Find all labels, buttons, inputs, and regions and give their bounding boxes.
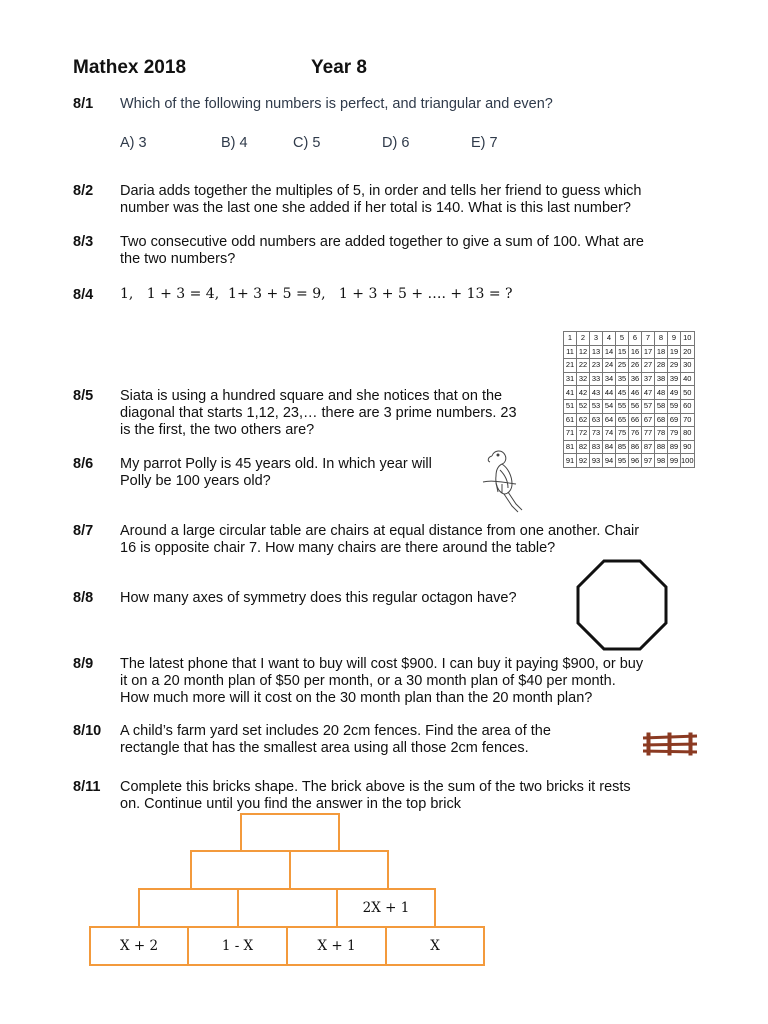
hundred-square-cell: 70 — [681, 413, 695, 427]
hundred-square-cell: 13 — [590, 345, 603, 359]
hundred-square-cell: 11 — [564, 345, 577, 359]
brick-row2-left[interactable] — [190, 850, 291, 890]
hundred-square-cell: 45 — [616, 386, 629, 400]
brick-expression: X — [430, 938, 440, 954]
hundred-square-cell: 33 — [590, 372, 603, 386]
hundred-square-cell: 19 — [668, 345, 681, 359]
hundred-square-cell: 3 — [590, 332, 603, 346]
hundred-square-cell: 27 — [642, 359, 655, 373]
hundred-square-cell: 62 — [577, 413, 590, 427]
hundred-square-cell: 60 — [681, 399, 695, 413]
hundred-square-cell: 98 — [655, 454, 668, 468]
hundred-square-cell: 80 — [681, 427, 695, 441]
question-text: A child’s farm yard set includes 20 2cm fences. Find the area of the rectangle that has the smallest area using all those 2cm fences. — [120, 723, 551, 756]
hundred-square-row — [564, 413, 695, 427]
hundred-square-cell: 23 — [590, 359, 603, 373]
answer-option-d: D) 6 — [382, 135, 410, 151]
hundred-square-cell: 22 — [577, 359, 590, 373]
hundred-square-cell: 55 — [616, 399, 629, 413]
hundred-square-row — [564, 399, 695, 413]
question-number: 8/1 — [73, 96, 94, 112]
hundred-square-cell: 64 — [603, 413, 616, 427]
hundred-square-cell: 97 — [642, 454, 655, 468]
brick-expression: 1 - X — [221, 938, 254, 954]
hundred-square-row — [564, 372, 695, 386]
question-number: 8/2 — [73, 183, 94, 199]
hundred-square-cell: 99 — [668, 454, 681, 468]
hundred-square-cell: 32 — [577, 372, 590, 386]
brick-top[interactable] — [240, 813, 340, 852]
hundred-square-cell: 14 — [603, 345, 616, 359]
hundred-square-cell: 63 — [590, 413, 603, 427]
hundred-square-cell: 46 — [629, 386, 642, 400]
hundred-square-cell: 95 — [616, 454, 629, 468]
hundred-square-cell: 41 — [564, 386, 577, 400]
hundred-square-cell: 26 — [629, 359, 642, 373]
hundred-square-cell: 8 — [655, 332, 668, 346]
hundred-square-cell: 57 — [642, 399, 655, 413]
hundred-square-cell: 29 — [668, 359, 681, 373]
hundred-square-cell: 18 — [655, 345, 668, 359]
octagon-diagram — [574, 558, 670, 652]
hundred-square-cell: 44 — [603, 386, 616, 400]
hundred-square-cell: 94 — [603, 454, 616, 468]
hundred-square-cell: 90 — [681, 440, 695, 454]
hundred-square-row — [564, 345, 695, 359]
hundred-square-cell: 37 — [642, 372, 655, 386]
hundred-square-cell: 83 — [590, 440, 603, 454]
hundred-square-cell: 86 — [629, 440, 642, 454]
hundred-square-cell: 66 — [629, 413, 642, 427]
hundred-square-cell: 88 — [655, 440, 668, 454]
answer-option-b: B) 4 — [221, 135, 248, 151]
hundred-square-cell: 78 — [655, 427, 668, 441]
hundred-square-cell: 15 — [616, 345, 629, 359]
hundred-square-cell: 76 — [629, 427, 642, 441]
hundred-square-cell: 69 — [668, 413, 681, 427]
hundred-square-cell: 54 — [603, 399, 616, 413]
question-number: 8/8 — [73, 590, 94, 606]
hundred-square-cell: 71 — [564, 427, 577, 441]
brick-bottom-3 — [286, 926, 387, 966]
brick-bottom-4 — [385, 926, 485, 966]
hundred-square-cell: 25 — [616, 359, 629, 373]
question-text: 1, 1 + 3 = 4, 1+ 3 + 5 = 9, 1 + 3 + 5 + …. + 13 = ? — [120, 286, 513, 302]
worksheet-title: Mathex 2018 — [73, 57, 187, 78]
hundred-square-cell: 30 — [681, 359, 695, 373]
hundred-square-cell: 5 — [616, 332, 629, 346]
hundred-square-cell: 75 — [616, 427, 629, 441]
hundred-square-row — [564, 332, 695, 346]
hundred-square-cell: 84 — [603, 440, 616, 454]
hundred-square-cell: 61 — [564, 413, 577, 427]
hundred-square-cell: 42 — [577, 386, 590, 400]
hundred-square-cell: 96 — [629, 454, 642, 468]
hundred-square-cell: 2 — [577, 332, 590, 346]
hundred-square-cell: 7 — [642, 332, 655, 346]
hundred-square-row — [564, 386, 695, 400]
answer-option-e: E) 7 — [471, 135, 498, 151]
question-number: 8/3 — [73, 234, 94, 250]
brick-expression: 2X + 1 — [362, 900, 410, 916]
hundred-square-cell: 34 — [603, 372, 616, 386]
brick-row3-left[interactable] — [138, 888, 239, 928]
hundred-square-cell: 10 — [681, 332, 695, 346]
hundred-square-cell: 21 — [564, 359, 577, 373]
question-number: 8/11 — [73, 779, 101, 795]
hundred-square-cell: 35 — [616, 372, 629, 386]
question-text: Which of the following numbers is perfect, and triangular and even? — [120, 96, 553, 112]
question-text: My parrot Polly is 45 years old. In which year will Polly be 100 years old? — [120, 456, 432, 489]
question-number: 8/4 — [73, 287, 94, 303]
hundred-square-cell: 43 — [590, 386, 603, 400]
fence-illustration — [641, 730, 699, 758]
hundred-square-cell: 6 — [629, 332, 642, 346]
question-number: 8/7 — [73, 523, 94, 539]
brick-expression: X + 2 — [119, 938, 159, 954]
hundred-square-cell: 100 — [681, 454, 695, 468]
question-text: How many axes of symmetry does this regular octagon have? — [120, 590, 517, 606]
brick-row3-middle[interactable] — [237, 888, 338, 928]
hundred-square-cell: 24 — [603, 359, 616, 373]
brick-row3-right — [336, 888, 436, 928]
hundred-square-cell: 17 — [642, 345, 655, 359]
hundred-square-cell: 81 — [564, 440, 577, 454]
question-text: The latest phone that I want to buy will cost $900. I can buy it paying $900, or buy it on a 20 month plan of $50 per month, or a 30 month plan of $40 per month. How much more will it cost on the 30 month plan than the 20 month plan? — [120, 656, 644, 706]
hundred-square-cell: 40 — [681, 372, 695, 386]
hundred-square-row — [564, 427, 695, 441]
hundred-square-cell: 50 — [681, 386, 695, 400]
hundred-square-cell: 12 — [577, 345, 590, 359]
question-text: Complete this bricks shape. The brick above is the sum of the two bricks it rests on. Continue until you find the answer in the top brick — [120, 779, 631, 812]
hundred-square-cell: 9 — [668, 332, 681, 346]
hundred-square-cell: 53 — [590, 399, 603, 413]
hundred-square-cell: 87 — [642, 440, 655, 454]
hundred-square-cell: 85 — [616, 440, 629, 454]
hundred-square — [563, 331, 695, 468]
parrot-illustration — [478, 446, 528, 514]
hundred-square-cell: 1 — [564, 332, 577, 346]
answer-option-c: C) 5 — [293, 135, 321, 151]
brick-bottom-2 — [187, 926, 288, 966]
hundred-square-cell: 67 — [642, 413, 655, 427]
question-text: Siata is using a hundred square and she notices that on the diagonal that starts 1,12, 23,… there are 3 prime numbers. 23 is the first, the two others are? — [120, 388, 517, 438]
question-number: 8/9 — [73, 656, 94, 672]
hundred-square-cell: 89 — [668, 440, 681, 454]
hundred-square-cell: 73 — [590, 427, 603, 441]
hundred-square-cell: 48 — [655, 386, 668, 400]
hundred-square-cell: 77 — [642, 427, 655, 441]
hundred-square-cell: 82 — [577, 440, 590, 454]
hundred-square-cell: 79 — [668, 427, 681, 441]
hundred-square-cell: 28 — [655, 359, 668, 373]
question-number: 8/5 — [73, 388, 94, 404]
hundred-square-cell: 74 — [603, 427, 616, 441]
hundred-square-row — [564, 359, 695, 373]
hundred-square-cell: 4 — [603, 332, 616, 346]
brick-bottom-1 — [89, 926, 189, 966]
hundred-square-cell: 36 — [629, 372, 642, 386]
question-text: Around a large circular table are chairs at equal distance from one another. Chair 16 is opposite chair 7. How many chairs are there around the table? — [120, 523, 640, 556]
hundred-square-cell: 51 — [564, 399, 577, 413]
hundred-square-cell: 31 — [564, 372, 577, 386]
year-level: Year 8 — [311, 57, 367, 78]
hundred-square-cell: 93 — [590, 454, 603, 468]
hundred-square-cell: 38 — [655, 372, 668, 386]
question-text: Daria adds together the multiples of 5, in order and tells her friend to guess which number was the last one she added if her total is 140. What is this last number? — [120, 183, 642, 216]
hundred-square-cell: 20 — [681, 345, 695, 359]
brick-row2-right[interactable] — [289, 850, 389, 890]
hundred-square-cell: 52 — [577, 399, 590, 413]
hundred-square-cell: 91 — [564, 454, 577, 468]
hundred-square-cell: 68 — [655, 413, 668, 427]
hundred-square-row — [564, 440, 695, 454]
question-number: 8/6 — [73, 456, 94, 472]
hundred-square-cell: 39 — [668, 372, 681, 386]
hundred-square-row — [564, 454, 695, 468]
hundred-square-cell: 47 — [642, 386, 655, 400]
answer-option-a: A) 3 — [120, 135, 147, 151]
hundred-square-cell: 58 — [655, 399, 668, 413]
hundred-square-cell: 59 — [668, 399, 681, 413]
question-text: Two consecutive odd numbers are added together to give a sum of 100. What are the two numbers? — [120, 234, 644, 267]
hundred-square-cell: 92 — [577, 454, 590, 468]
hundred-square-cell: 72 — [577, 427, 590, 441]
hundred-square-cell: 65 — [616, 413, 629, 427]
hundred-square-cell: 56 — [629, 399, 642, 413]
hundred-square-cell: 49 — [668, 386, 681, 400]
hundred-square-cell: 16 — [629, 345, 642, 359]
question-number: 8/10 — [73, 723, 102, 739]
brick-expression: X + 1 — [317, 938, 356, 954]
